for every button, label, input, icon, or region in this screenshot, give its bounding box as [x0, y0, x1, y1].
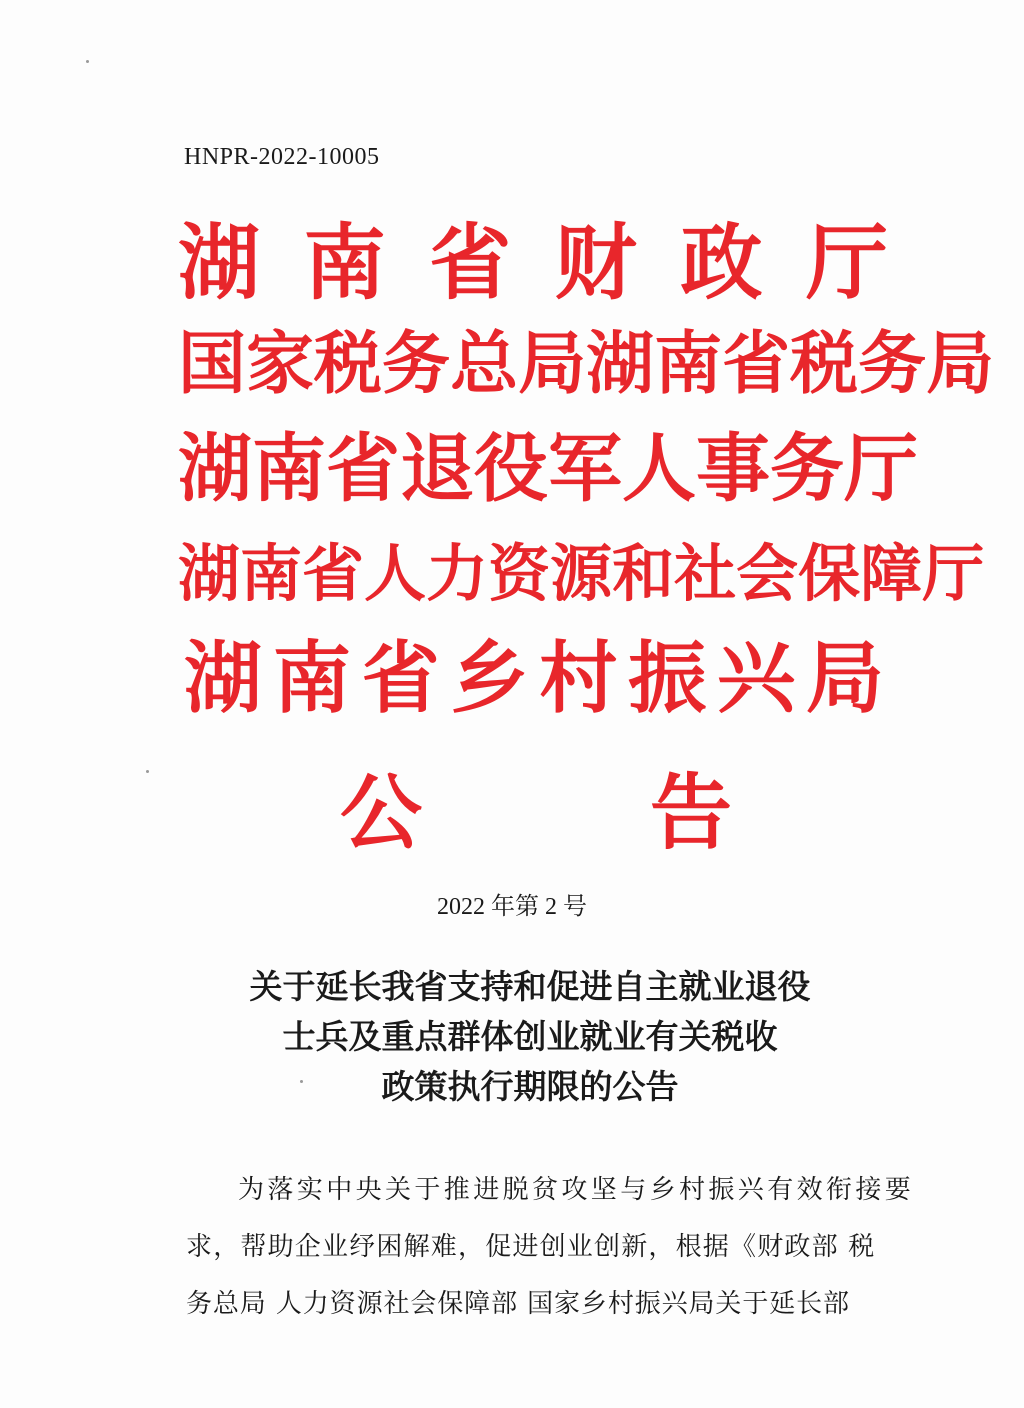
issuer-char: 乡 [450, 633, 529, 724]
issuer-char: 湖 [184, 633, 263, 724]
issuer-veterans-affairs-department [178, 410, 918, 516]
issuer-char: 务 [382, 323, 451, 404]
issuer-char: 障 [860, 536, 923, 610]
issuer-rural-revitalization-bureau [178, 620, 888, 724]
notice-heading-char: 公 [340, 765, 423, 861]
issuer-char: 局 [805, 633, 884, 724]
issuer-char: 省 [722, 323, 791, 404]
issuer-char: 振 [628, 633, 707, 724]
issuer-char: 事 [696, 426, 770, 512]
body-line: 为落实中央关于推进脱贫攻坚与乡村振兴有效衔接要 [238, 1175, 915, 1205]
issuer-char: 会 [736, 536, 799, 610]
title-line: 关于延长我省支持和促进自主就业退役 [249, 967, 811, 1006]
notice-number: 2022 年第 2 号 [437, 894, 587, 920]
title-line: 政策执行期限的公告 [381, 1067, 679, 1106]
issuer-char: 湖 [586, 323, 655, 404]
issuer-char: 力 [426, 536, 489, 610]
issuer-char: 局 [518, 323, 587, 404]
issuer-char: 厅 [844, 426, 918, 512]
issuer-char: 人 [364, 536, 427, 610]
issuer-char: 和 [612, 536, 675, 610]
issuer-char: 财 [554, 214, 637, 311]
issuer-char: 国 [178, 323, 247, 404]
issuer-char: 军 [548, 426, 622, 512]
body-text [186, 1162, 915, 1333]
issuer-char: 家 [246, 323, 315, 404]
issuer-char: 退 [400, 426, 474, 512]
issuer-char: 省 [302, 536, 365, 610]
issuer-char: 南 [654, 323, 723, 404]
issuer-char: 社 [674, 536, 737, 610]
scan-speck [86, 60, 89, 63]
issuer-char: 务 [858, 323, 927, 404]
issuer-char: 村 [539, 633, 618, 724]
issuer-char: 总 [450, 323, 519, 404]
issuing-authorities-header [178, 206, 995, 724]
issuer-finance-department [178, 206, 888, 311]
issuer-char: 兴 [717, 633, 796, 724]
issuer-char: 省 [361, 633, 440, 724]
notice-heading [340, 748, 732, 865]
scan-speck [300, 1080, 303, 1083]
issuer-char: 湖 [178, 214, 261, 311]
body-line: 务总局 人力资源社会保障部 国家乡村振兴局关于延长部 [186, 1289, 850, 1319]
body-line: 求，帮助企业纾困解难，促进创业创新，根据《财政部 税 [186, 1232, 876, 1262]
issuer-char: 源 [550, 536, 613, 610]
title-line: 士兵及重点群体创业就业有关税收 [282, 1017, 778, 1056]
issuer-char: 南 [252, 426, 326, 512]
issuer-char: 南 [240, 536, 303, 610]
issuer-char: 厅 [922, 536, 985, 610]
issuer-char: 南 [303, 214, 386, 311]
issuer-char: 省 [429, 214, 512, 311]
issuer-char: 南 [272, 633, 351, 724]
issuer-char: 省 [326, 426, 400, 512]
issuer-tax-bureau [178, 306, 995, 410]
issuer-char: 税 [314, 323, 383, 404]
issuer-char: 资 [488, 536, 551, 610]
notice-heading-char: 告 [649, 765, 732, 861]
issuer-char: 人 [622, 426, 696, 512]
issuer-char: 务 [770, 426, 844, 512]
document-number: HNPR-2022-10005 [184, 144, 380, 170]
issuer-char: 役 [474, 426, 548, 512]
issuer-char: 保 [798, 536, 861, 610]
issuer-char: 政 [680, 214, 763, 311]
issuer-human-resources-department [178, 516, 985, 620]
issuer-char: 局 [926, 323, 995, 404]
issuer-char: 湖 [178, 536, 241, 610]
issuer-char: 湖 [178, 426, 252, 512]
document-title [150, 962, 910, 1112]
scan-speck [146, 770, 149, 773]
issuer-char: 税 [790, 323, 859, 404]
issuer-char: 厅 [805, 214, 888, 311]
